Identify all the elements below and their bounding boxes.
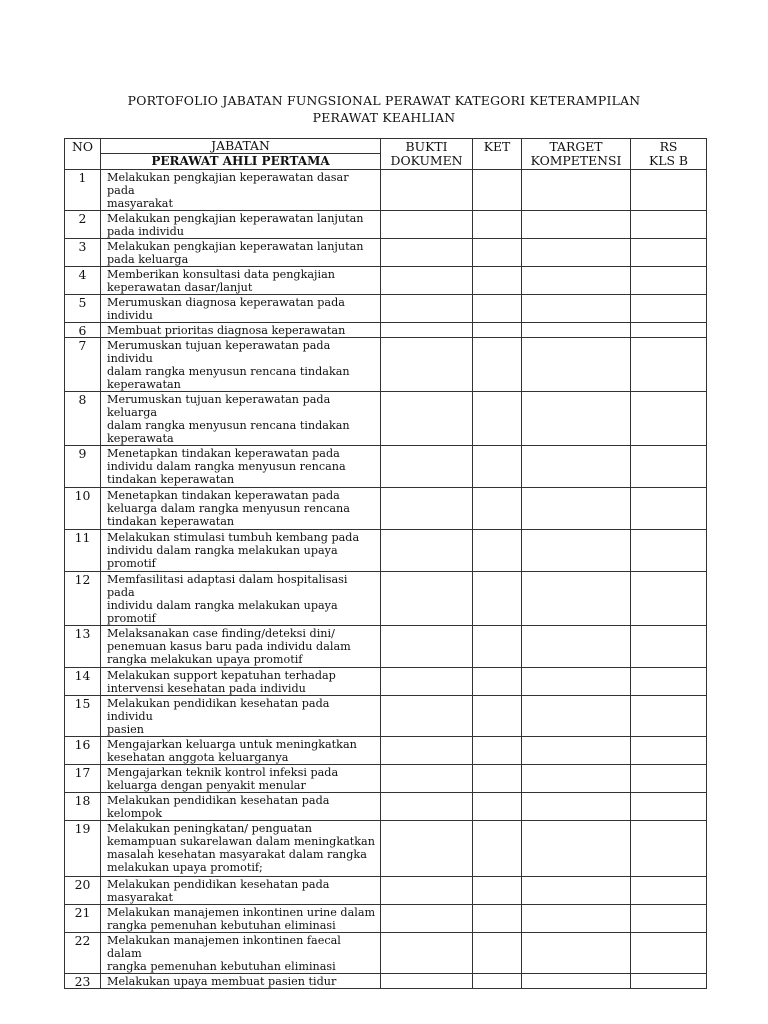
target-kompetensi-cell[interactable] xyxy=(522,793,631,821)
description-line: Memfasilitasi adaptasi dalam hospitalisasi pada xyxy=(107,573,348,599)
target-kompetensi-cell[interactable] xyxy=(522,696,631,737)
ket-cell[interactable] xyxy=(473,877,522,905)
target-kompetensi-cell[interactable] xyxy=(522,211,631,239)
ket-cell[interactable] xyxy=(473,765,522,793)
bukti-dokumen-cell[interactable] xyxy=(381,170,473,211)
rs-kls-b-cell[interactable] xyxy=(631,572,707,626)
description-line: pada keluarga xyxy=(107,253,189,266)
ket-cell[interactable] xyxy=(473,211,522,239)
table-row xyxy=(65,392,707,446)
row-description xyxy=(101,905,381,933)
rs-kls-b-cell[interactable] xyxy=(631,239,707,267)
table-row xyxy=(65,765,707,793)
bukti-dokumen-cell[interactable] xyxy=(381,821,473,877)
description-line: kemampuan sukarelawan dalam meningkatkan xyxy=(107,835,375,848)
target-kompetensi-cell[interactable] xyxy=(522,530,631,572)
header-target-line-2: KOMPETENSI xyxy=(530,153,622,168)
row-number: 6 xyxy=(65,323,101,338)
target-kompetensi-cell[interactable] xyxy=(522,765,631,793)
header-rs-kls-b xyxy=(631,139,707,170)
description-line: Melakukan pengkajian keperawatan lanjutan xyxy=(107,212,364,225)
rs-kls-b-cell[interactable] xyxy=(631,170,707,211)
row-description xyxy=(101,392,381,446)
bukti-dokumen-cell[interactable] xyxy=(381,239,473,267)
row-description xyxy=(101,821,381,877)
row-description xyxy=(101,765,381,793)
table-row xyxy=(65,323,707,338)
target-kompetensi-cell[interactable] xyxy=(522,239,631,267)
description-line: pasien xyxy=(107,723,144,736)
description-line: Merumuskan diagnosa keperawatan pada xyxy=(107,296,345,309)
bukti-dokumen-cell[interactable] xyxy=(381,323,473,338)
row-description xyxy=(101,446,381,488)
table-row xyxy=(65,211,707,239)
row-number: 16 xyxy=(65,737,101,765)
description-line: Melaksanakan case finding/deteksi dini/ xyxy=(107,627,335,640)
row-description xyxy=(101,877,381,905)
description-line: promotif xyxy=(107,557,156,570)
description-line: masyarakat xyxy=(107,891,173,904)
table-row xyxy=(65,974,707,989)
bukti-dokumen-cell[interactable] xyxy=(381,211,473,239)
description-line: Merumuskan tujuan keperawatan pada individu xyxy=(107,339,331,365)
description-line: Melakukan manajemen inkontinen faecal dalam xyxy=(107,934,341,960)
description-line: Melakukan peningkatan/ penguatan xyxy=(107,822,312,835)
ket-cell[interactable] xyxy=(473,267,522,295)
table-row xyxy=(65,668,707,696)
rs-kls-b-cell[interactable] xyxy=(631,211,707,239)
row-number: 10 xyxy=(65,488,101,530)
bukti-dokumen-cell[interactable] xyxy=(381,267,473,295)
rs-kls-b-cell[interactable] xyxy=(631,905,707,933)
description-line: Merumuskan tujuan keperawatan pada keluarga xyxy=(107,393,331,419)
rs-kls-b-cell[interactable] xyxy=(631,765,707,793)
row-number: 19 xyxy=(65,821,101,877)
header-rs-line-1: RS xyxy=(659,139,678,154)
target-kompetensi-cell[interactable] xyxy=(522,323,631,338)
description-line: Mengajarkan teknik kontrol infeksi pada xyxy=(107,766,339,779)
target-kompetensi-cell[interactable] xyxy=(522,572,631,626)
row-number: 14 xyxy=(65,668,101,696)
row-description xyxy=(101,267,381,295)
table-row xyxy=(65,488,707,530)
rs-kls-b-cell[interactable] xyxy=(631,488,707,530)
ket-cell[interactable] xyxy=(473,974,522,989)
ket-cell[interactable] xyxy=(473,793,522,821)
bukti-dokumen-cell[interactable] xyxy=(381,446,473,488)
description-line: dalam rangka menyusun rencana tindakan xyxy=(107,419,350,432)
bukti-dokumen-cell[interactable] xyxy=(381,530,473,572)
header-jabatan-label: JABATAN xyxy=(101,139,380,154)
row-description xyxy=(101,295,381,323)
description-line: Mengajarkan keluarga untuk meningkatkan xyxy=(107,738,357,751)
ket-cell[interactable] xyxy=(473,323,522,338)
table-row xyxy=(65,877,707,905)
rs-kls-b-cell[interactable] xyxy=(631,737,707,765)
bukti-dokumen-cell[interactable] xyxy=(381,905,473,933)
target-kompetensi-cell[interactable] xyxy=(522,933,631,974)
row-number: 1 xyxy=(65,170,101,211)
header-rs-line-2: KLS B xyxy=(648,153,689,168)
target-kompetensi-cell[interactable] xyxy=(522,338,631,392)
table-row xyxy=(65,626,707,668)
description-line: Melakukan manajemen inkontinen urine dalam xyxy=(107,906,376,919)
row-number: 21 xyxy=(65,905,101,933)
bukti-dokumen-cell[interactable] xyxy=(381,696,473,737)
ket-cell[interactable] xyxy=(473,572,522,626)
target-kompetensi-cell[interactable] xyxy=(522,446,631,488)
description-line: promotif xyxy=(107,612,156,625)
ket-cell[interactable] xyxy=(473,821,522,877)
portfolio-table xyxy=(64,138,707,989)
rs-kls-b-cell[interactable] xyxy=(631,446,707,488)
row-description xyxy=(101,974,381,989)
ket-cell[interactable] xyxy=(473,338,522,392)
header-ket: KET xyxy=(473,139,522,170)
bukti-dokumen-cell[interactable] xyxy=(381,737,473,765)
target-kompetensi-cell[interactable] xyxy=(522,267,631,295)
description-line: Melakukan upaya membuat pasien tidur xyxy=(107,975,337,988)
table-row xyxy=(65,267,707,295)
table-row xyxy=(65,170,707,211)
description-line: keperawatan xyxy=(107,378,181,391)
header-target-line-1: TARGET xyxy=(549,139,603,154)
table-row xyxy=(65,821,707,877)
row-description xyxy=(101,323,381,338)
description-line: Memberikan konsultasi data pengkajian xyxy=(107,268,335,281)
table-row xyxy=(65,572,707,626)
ket-cell[interactable] xyxy=(473,696,522,737)
rs-kls-b-cell[interactable] xyxy=(631,974,707,989)
description-line: Melakukan pendidikan kesehatan pada individu xyxy=(107,697,330,723)
description-line: tindakan keperawatan xyxy=(107,515,235,528)
target-kompetensi-cell[interactable] xyxy=(522,626,631,668)
row-number: 11 xyxy=(65,530,101,572)
description-line: Melakukan stimulasi tumbuh kembang pada xyxy=(107,531,360,544)
description-line: individu dalam rangka menyusun rencana xyxy=(107,460,346,473)
row-description xyxy=(101,239,381,267)
table-row xyxy=(65,239,707,267)
row-number: 2 xyxy=(65,211,101,239)
description-line: keluarga dalam rangka menyusun rencana xyxy=(107,502,350,515)
ket-cell[interactable] xyxy=(473,446,522,488)
target-kompetensi-cell[interactable] xyxy=(522,170,631,211)
rs-kls-b-cell[interactable] xyxy=(631,530,707,572)
ket-cell[interactable] xyxy=(473,737,522,765)
table-header-row xyxy=(65,139,707,170)
description-line: keperawata xyxy=(107,432,174,445)
table-row xyxy=(65,446,707,488)
bukti-dokumen-cell[interactable] xyxy=(381,668,473,696)
ket-cell[interactable] xyxy=(473,239,522,267)
ket-cell[interactable] xyxy=(473,295,522,323)
rs-kls-b-cell[interactable] xyxy=(631,696,707,737)
rs-kls-b-cell[interactable] xyxy=(631,821,707,877)
ket-cell[interactable] xyxy=(473,668,522,696)
rs-kls-b-cell[interactable] xyxy=(631,933,707,974)
description-line: individu dalam rangka melakukan upaya xyxy=(107,544,338,557)
description-line: kesehatan anggota keluarganya xyxy=(107,751,289,764)
row-number: 18 xyxy=(65,793,101,821)
description-line: Melakukan pengkajian keperawatan lanjutan xyxy=(107,240,364,253)
ket-cell[interactable] xyxy=(473,933,522,974)
row-number: 5 xyxy=(65,295,101,323)
rs-kls-b-cell[interactable] xyxy=(631,668,707,696)
table-row xyxy=(65,933,707,974)
row-description xyxy=(101,488,381,530)
target-kompetensi-cell[interactable] xyxy=(522,737,631,765)
description-line: individu xyxy=(107,309,153,322)
description-line: keluarga dengan penyakit menular xyxy=(107,779,306,792)
header-no: NO xyxy=(65,139,101,170)
rs-kls-b-cell[interactable] xyxy=(631,877,707,905)
ket-cell[interactable] xyxy=(473,626,522,668)
description-line: Melakukan support kepatuhan terhadap xyxy=(107,669,336,682)
table-body xyxy=(65,170,707,989)
bukti-dokumen-cell[interactable] xyxy=(381,877,473,905)
rs-kls-b-cell[interactable] xyxy=(631,338,707,392)
header-jabatan xyxy=(101,139,381,170)
row-number: 22 xyxy=(65,933,101,974)
description-line: individu dalam rangka melakukan upaya xyxy=(107,599,338,612)
description-line: tindakan keperawatan xyxy=(107,473,235,486)
row-number: 15 xyxy=(65,696,101,737)
description-line: Menetapkan tindakan keperawatan pada xyxy=(107,447,340,460)
description-line: keperawatan dasar/lanjut xyxy=(107,281,253,294)
rs-kls-b-cell[interactable] xyxy=(631,392,707,446)
rs-kls-b-cell[interactable] xyxy=(631,295,707,323)
table-row xyxy=(65,295,707,323)
description-line: melakukan upaya promotif; xyxy=(107,861,263,874)
bukti-dokumen-cell[interactable] xyxy=(381,974,473,989)
row-description xyxy=(101,338,381,392)
target-kompetensi-cell[interactable] xyxy=(522,821,631,877)
description-line: intervensi kesehatan pada individu xyxy=(107,682,306,695)
row-description xyxy=(101,530,381,572)
title-line-2: PERAWAT KEAHLIAN xyxy=(312,109,456,125)
target-kompetensi-cell[interactable] xyxy=(522,295,631,323)
description-line: kelompok xyxy=(107,807,162,820)
document-title xyxy=(0,93,768,126)
row-number: 8 xyxy=(65,392,101,446)
row-description xyxy=(101,793,381,821)
target-kompetensi-cell[interactable] xyxy=(522,392,631,446)
bukti-dokumen-cell[interactable] xyxy=(381,338,473,392)
row-number: 23 xyxy=(65,974,101,989)
description-line: masyarakat xyxy=(107,197,173,210)
row-description xyxy=(101,626,381,668)
row-number: 13 xyxy=(65,626,101,668)
row-number: 20 xyxy=(65,877,101,905)
title-line-1: PORTOFOLIO JABATAN FUNGSIONAL PERAWAT KATEGORI KETERAMPILAN xyxy=(127,93,641,108)
row-description xyxy=(101,668,381,696)
description-line: Menetapkan tindakan keperawatan pada xyxy=(107,489,340,502)
target-kompetensi-cell[interactable] xyxy=(522,668,631,696)
table-row xyxy=(65,905,707,933)
ket-cell[interactable] xyxy=(473,170,522,211)
table-row xyxy=(65,737,707,765)
header-bukti-line-1: BUKTI xyxy=(405,139,448,154)
rs-kls-b-cell[interactable] xyxy=(631,267,707,295)
rs-kls-b-cell[interactable] xyxy=(631,323,707,338)
row-number: 3 xyxy=(65,239,101,267)
bukti-dokumen-cell[interactable] xyxy=(381,572,473,626)
ket-cell[interactable] xyxy=(473,905,522,933)
bukti-dokumen-cell[interactable] xyxy=(381,793,473,821)
bukti-dokumen-cell[interactable] xyxy=(381,933,473,974)
row-number: 17 xyxy=(65,765,101,793)
ket-cell[interactable] xyxy=(473,488,522,530)
bukti-dokumen-cell[interactable] xyxy=(381,295,473,323)
bukti-dokumen-cell[interactable] xyxy=(381,626,473,668)
header-bukti-dokumen xyxy=(381,139,473,170)
header-target-kompetensi xyxy=(522,139,631,170)
description-line: masalah kesehatan masyarakat dalam rangka xyxy=(107,848,367,861)
target-kompetensi-cell[interactable] xyxy=(522,905,631,933)
description-line: rangka melakukan upaya promotif xyxy=(107,653,303,666)
target-kompetensi-cell[interactable] xyxy=(522,974,631,989)
description-line: rangka pemenuhan kebutuhan eliminasi xyxy=(107,960,336,973)
rs-kls-b-cell[interactable] xyxy=(631,793,707,821)
description-line: rangka pemenuhan kebutuhan eliminasi xyxy=(107,919,336,932)
row-number: 7 xyxy=(65,338,101,392)
bukti-dokumen-cell[interactable] xyxy=(381,765,473,793)
row-description xyxy=(101,696,381,737)
table-row xyxy=(65,530,707,572)
bukti-dokumen-cell[interactable] xyxy=(381,488,473,530)
target-kompetensi-cell[interactable] xyxy=(522,877,631,905)
row-description xyxy=(101,211,381,239)
row-description xyxy=(101,933,381,974)
ket-cell[interactable] xyxy=(473,530,522,572)
description-line: Membuat prioritas diagnosa keperawatan xyxy=(107,324,346,337)
description-line: Melakukan pendidikan kesehatan pada xyxy=(107,794,330,807)
description-line: pada individu xyxy=(107,225,185,238)
table-row xyxy=(65,793,707,821)
description-line: Melakukan pendidikan kesehatan pada xyxy=(107,878,330,891)
row-number: 12 xyxy=(65,572,101,626)
row-number: 9 xyxy=(65,446,101,488)
row-description xyxy=(101,170,381,211)
rs-kls-b-cell[interactable] xyxy=(631,626,707,668)
table-row xyxy=(65,696,707,737)
description-line: Melakukan pengkajian keperawatan dasar pada xyxy=(107,171,349,197)
row-number: 4 xyxy=(65,267,101,295)
target-kompetensi-cell[interactable] xyxy=(522,488,631,530)
bukti-dokumen-cell[interactable] xyxy=(381,392,473,446)
ket-cell[interactable] xyxy=(473,392,522,446)
description-line: penemuan kasus baru pada individu dalam xyxy=(107,640,351,653)
row-description xyxy=(101,572,381,626)
row-description xyxy=(101,737,381,765)
header-bukti-line-2: DOKUMEN xyxy=(390,153,463,168)
header-jabatan-subtitle: PERAWAT AHLI PERTAMA xyxy=(151,154,330,168)
description-line: dalam rangka menyusun rencana tindakan xyxy=(107,365,350,378)
table-row xyxy=(65,338,707,392)
